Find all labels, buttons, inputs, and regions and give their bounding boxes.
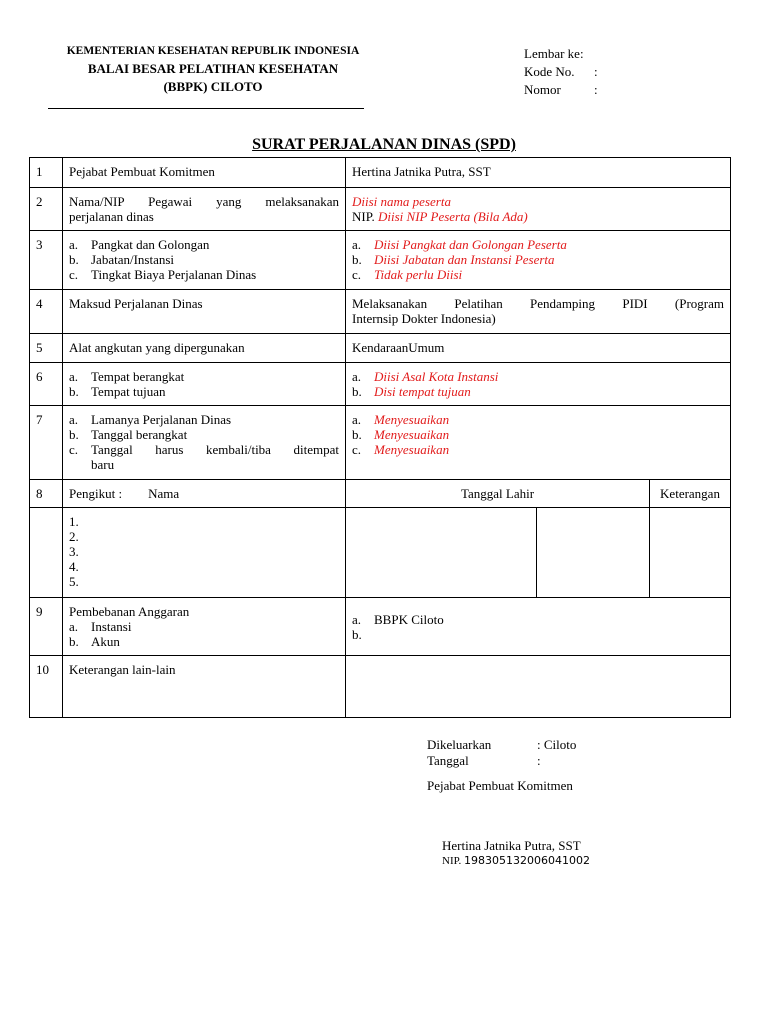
row-value [346,598,731,656]
row-number: 7 [30,406,63,480]
row-label: Alat angkutan yang dipergunakan [63,334,346,363]
issued-value: : Ciloto [537,737,577,752]
row-number: 8 [30,480,63,508]
birthdate-cell[interactable] [537,508,650,598]
list-text: Menyesuaikan [374,412,450,427]
header-divider [48,108,364,109]
list-text: Tidak perlu Diisi [374,267,463,282]
list-item: 5. [69,574,79,589]
list-text: Tingkat Biaya Perjalanan Dinas [91,267,257,282]
list-item [352,267,724,282]
row-label: Keterangan lain-lain [63,656,346,718]
row-label [63,406,346,480]
table-row [30,231,731,290]
date-value: : [537,753,541,768]
list-item [352,384,724,399]
list-key: a. [352,369,362,384]
list-text: Diisi Jabatan dan Instansi Peserta [374,252,555,267]
list-item [69,237,339,252]
row-label [63,598,346,656]
list-item [352,252,724,267]
list-text: Tanggal berangkat [91,427,188,442]
row-value-line: Melaksanakan Pelatihan Pendamping PIDI (Program [352,296,725,311]
row-value: Hertina Jatnika Putra, SST [346,158,731,188]
institution-name: BALAI BESAR PELATIHAN KESEHATAN [87,61,339,76]
list-item [352,627,724,642]
list-text: Tempat berangkat [91,369,185,384]
nip-prefix: NIP. [352,209,375,224]
list-item: 1. [69,514,79,529]
kode-label: Kode No. [524,64,575,79]
list-item [69,442,339,457]
nip-prefix: NIP. [442,855,462,867]
followers-name-label: Nama [148,486,180,501]
list-item [69,384,339,399]
list-key: b. [69,384,79,399]
row-number: 5 [30,334,63,363]
row-value [346,290,731,334]
row-number: 10 [30,656,63,718]
list-item [69,267,339,282]
list-key: b. [69,634,79,649]
list-key: a. [352,412,362,427]
unit-name: (BBPK) CILOTO [163,79,263,94]
list-item [352,442,724,457]
row-label: Maksud Perjalanan Dinas [63,290,346,334]
row-label-line: perjalanan dinas [69,209,154,224]
row-value [346,406,731,480]
row-label [63,231,346,290]
list-key: b. [352,384,362,399]
table-row [30,406,731,480]
issued-label: Dikeluarkan [427,737,492,752]
list-text [374,627,724,642]
issued-row [427,737,576,753]
list-text: Instansi [91,619,132,634]
list-item [69,427,339,442]
list-item [69,369,339,384]
list-item [352,237,724,252]
nomor-label: Nomor [524,82,561,97]
row-label [63,188,346,231]
list-text: Tempat tujuan [91,384,166,399]
list-item: 4. [69,559,79,574]
row-number: 4 [30,290,63,334]
list-key: a. [352,612,362,627]
list-item [69,634,339,649]
remarks-value-cell[interactable] [346,656,731,718]
list-item [352,612,724,627]
row-value: KendaraanUmum [346,334,731,363]
spd-table [29,157,731,718]
list-key: c. [69,267,79,282]
list-text: Tanggal harus kembali/tiba ditempat [91,442,339,457]
list-text: Disi tempat tujuan [374,384,471,399]
list-text: Lamanya Perjalanan Dinas [91,412,232,427]
table-row [30,158,731,188]
list-text: Menyesuaikan [374,442,450,457]
list-key: a. [352,237,362,252]
signer-nip [442,854,590,867]
list-key: b. [352,252,362,267]
signer-role: Pejabat Pembuat Komitmen [427,778,573,793]
list-text: Menyesuaikan [374,427,450,442]
table-row [30,363,731,406]
row-number-empty [30,508,63,598]
signer-name: Hertina Jatnika Putra, SST [442,838,581,853]
nomor-sep: : [594,82,598,97]
remarks-column-header: Keterangan [650,480,731,508]
list-key: c. [352,267,362,282]
list-key: c. [352,442,362,457]
participant-nip-placeholder: Diisi NIP Peserta (Bila Ada) [378,209,528,224]
list-item [352,369,724,384]
table-row [30,656,731,718]
list-text: Pangkat dan Golongan [91,237,210,252]
date-row [427,753,541,769]
list-key: a. [69,369,79,384]
lembar-label: Lembar ke: [524,46,584,61]
followers-label: Pengikut : [69,486,123,501]
list-key: a. [69,412,79,427]
remarks-cell[interactable] [650,508,731,598]
row-value [346,188,731,231]
row-number: 3 [30,231,63,290]
row-label-line: Pembebanan Anggaran [69,604,190,619]
list-item: 3. [69,544,79,559]
list-text: BBPK Ciloto [374,612,444,627]
nip-number: 198305132006041002 [464,854,590,867]
list-text: Diisi Pangkat dan Golongan Peserta [374,237,567,252]
row-value-line: Internsip Dokter Indonesia) [352,311,496,326]
birthdate-cell[interactable] [346,508,537,598]
birthdate-column-header: Tanggal Lahir [346,480,650,508]
list-key: a. [69,619,79,634]
list-item [352,412,724,427]
table-row [30,508,731,598]
row-label [63,480,346,508]
row-number: 6 [30,363,63,406]
ministry-name: KEMENTERIAN KESEHATAN REPUBLIK INDONESIA [66,45,360,57]
table-row [30,334,731,363]
table-row [30,598,731,656]
row-value [346,231,731,290]
list-key: b. [352,627,362,642]
row-label: Pejabat Pembuat Komitmen [63,158,346,188]
list-item [69,619,339,634]
list-item [69,252,339,267]
list-item-continuation [69,457,339,472]
participant-name-placeholder: Diisi nama peserta [352,194,451,209]
table-row [30,290,731,334]
kode-sep: : [594,64,598,79]
participant-nip [352,209,724,224]
list-key: b. [69,252,79,267]
row-number: 9 [30,598,63,656]
row-label-line: Nama/NIP Pegawai yang melaksanakan [69,194,339,209]
list-key: c. [69,442,79,457]
followers-list [63,508,346,598]
table-row [30,188,731,231]
list-text: Diisi Asal Kota Instansi [374,369,499,384]
list-text: Jabatan/Instansi [91,252,175,267]
list-item [352,427,724,442]
list-key: b. [352,427,362,442]
row-value [346,363,731,406]
date-label: Tanggal [427,753,469,768]
table-row [30,480,731,508]
list-item [69,412,339,427]
kode-row [524,64,598,80]
list-item: 2. [69,529,79,544]
row-number: 2 [30,188,63,231]
row-number: 1 [30,158,63,188]
list-text: Akun [91,634,120,649]
document-title: SURAT PERJALANAN DINAS (SPD) [252,136,516,153]
list-text: baru [91,457,115,472]
list-key: a. [69,237,79,252]
nomor-row [524,82,598,98]
list-key: b. [69,427,79,442]
row-label [63,363,346,406]
